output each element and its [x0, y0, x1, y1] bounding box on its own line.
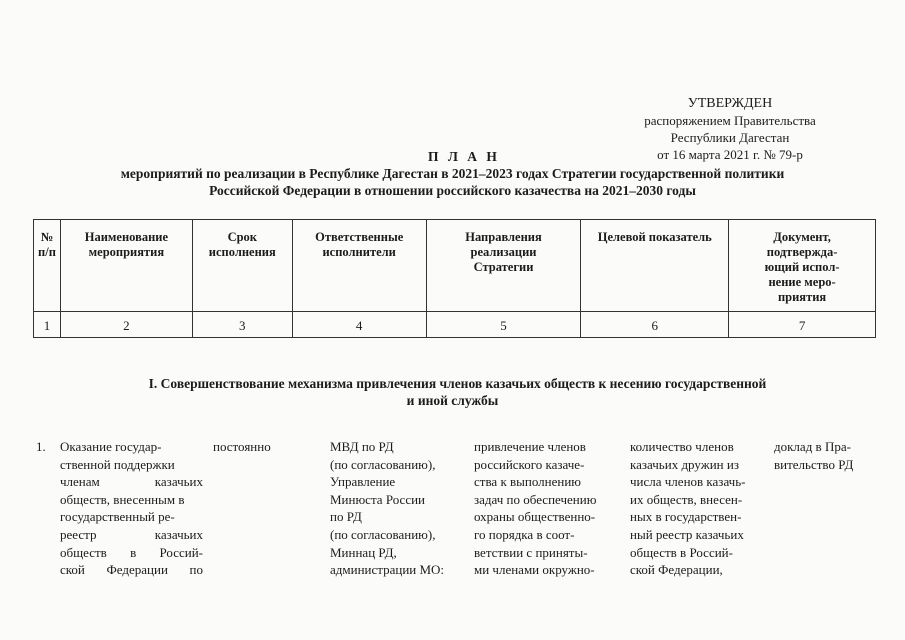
column-number: 2 [60, 312, 192, 338]
approval-heading: УТВЕРЖДЕН [687, 96, 773, 111]
text-line: доклад в Пра- [774, 439, 851, 454]
text-line: обществ в Россий- [60, 544, 203, 560]
text-line: по РД [330, 509, 362, 525]
cell-executors [330, 438, 470, 579]
text-line: постоянно [213, 439, 271, 454]
text-line: числа членов казачь- [630, 474, 746, 490]
cell-indicator [630, 438, 770, 579]
header-indicator: Целевой показатель [581, 220, 729, 312]
text-line: ветствии с приняты- [474, 544, 588, 560]
text-line: казачьих дружин из [630, 456, 739, 472]
text-line: Миннац РД, [330, 544, 397, 560]
text-line: МВД по РД [330, 439, 394, 454]
header-term: Срок исполнения [192, 220, 292, 312]
text-line: ных в государствен- [630, 509, 742, 525]
header-document: Документ, подтвержда- ющий испол- нение меро- приятия [729, 220, 876, 312]
text-line: обществ в Россий- [630, 544, 733, 560]
text-line: администрации МО: [330, 562, 445, 578]
section-heading [0, 375, 905, 409]
cell-document [774, 438, 874, 473]
text-line: ный реестр казачьих [630, 526, 744, 542]
text-line: задач по обеспечению [474, 491, 597, 507]
header-directions: Направления реализации Стратегии [426, 220, 581, 312]
header-name: Наименование мероприятия [60, 220, 192, 312]
column-number: 5 [426, 312, 581, 338]
text-line: Оказание государ- [60, 439, 162, 454]
text-line: реестр казачьих [60, 526, 203, 542]
text-line: количество членов [630, 439, 734, 454]
text-line: (по согласованию), [330, 526, 436, 542]
text-line: их обществ, внесен- [630, 491, 743, 507]
text-line: обществ, внесенным в [60, 491, 185, 507]
header-number: № п/п [34, 220, 61, 312]
section-title-line: и иной службы [406, 393, 499, 408]
row-number: 1. [36, 439, 46, 454]
title-line: мероприятий по реализации в Республике Дагестан в 2021–2023 годах Стратегии государственной политики [120, 166, 785, 181]
text-line: вительство РД [774, 456, 854, 472]
text-line: государственный ре- [60, 509, 175, 525]
text-line: (по согласованию), [330, 456, 436, 472]
cell-term [213, 438, 313, 456]
cell-directions [474, 438, 626, 579]
approval-date: от 16 марта 2021 г. № 79-р [657, 147, 803, 162]
plan-table-header [33, 219, 876, 338]
column-number: 4 [292, 312, 426, 338]
text-line: го порядка в соот- [474, 526, 575, 542]
text-line: охраны общественно- [474, 509, 596, 525]
text-line: ской Федерации, [630, 562, 723, 578]
header-executors: Ответственные исполнители [292, 220, 426, 312]
text-line: российского казаче- [474, 456, 585, 472]
cell-name [60, 438, 208, 579]
column-number: 1 [34, 312, 61, 338]
plan-heading: П Л А Н [428, 149, 500, 164]
text-line: ми членами окружно- [474, 562, 595, 578]
text-line: ственной поддержки [60, 456, 175, 472]
text-line: ства к выполнению [474, 474, 582, 490]
approval-line: Республики Дагестан [670, 130, 790, 145]
column-number: 7 [729, 312, 876, 338]
column-number: 3 [192, 312, 292, 338]
text-line: привлечение членов [474, 439, 586, 454]
approval-line: распоряжением Правительства [644, 113, 816, 128]
text-line: Управление [330, 474, 396, 490]
title-line: Российской Федерации в отношении российского казачества на 2021–2030 годы [209, 183, 696, 198]
document-title [0, 148, 905, 199]
header-row [34, 220, 876, 312]
text-line: ской Федерации по [60, 562, 203, 578]
column-number-row [34, 312, 876, 338]
text-line: Минюста России [330, 491, 425, 507]
text-line: членам казачьих [60, 474, 203, 490]
section-title-line: I. Совершенствование механизма привлечения членов казачьих обществ к несению государственной [148, 376, 767, 391]
column-number: 6 [581, 312, 729, 338]
